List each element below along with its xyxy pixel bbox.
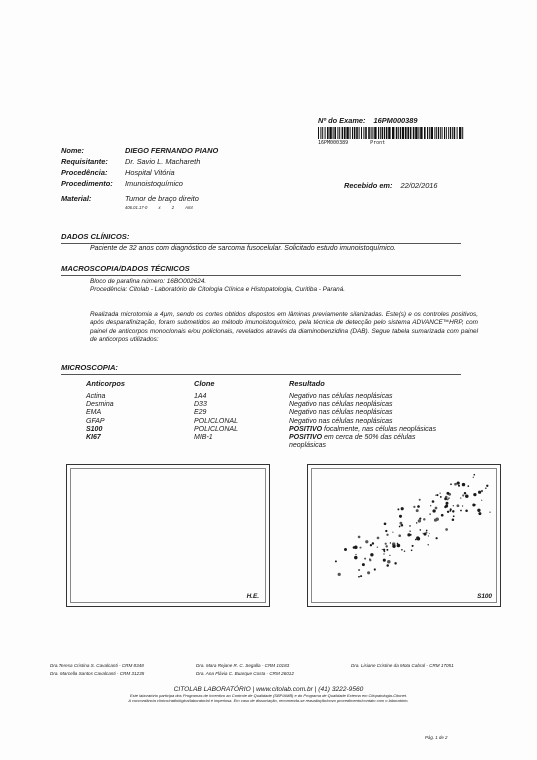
macro-origin: Procedência: Citolab - Laboratório de Citologia Clínica e Histopatologia, Curitiba - Paraná.	[90, 286, 346, 294]
antibody-clone: POLICLONAL	[194, 417, 238, 425]
antibody-name: EMA	[86, 409, 102, 417]
barcode-bar	[333, 127, 334, 139]
stain-dot	[399, 515, 402, 518]
stain-dot	[415, 539, 417, 541]
stain-dot	[386, 534, 388, 536]
barcode-bar	[327, 127, 329, 139]
stain-dot	[473, 477, 474, 478]
barcode-bar	[440, 127, 441, 139]
stain-dot	[377, 546, 378, 547]
stain-dot	[385, 543, 387, 545]
macro-heading: MACROSCOPIA/DADOS TÉCNICOS	[61, 264, 190, 273]
antibody-clone: D33	[194, 401, 207, 409]
stain-dot	[365, 540, 368, 543]
stain-dot	[489, 511, 490, 512]
stain-dot	[423, 533, 424, 534]
stain-dot	[481, 500, 482, 501]
barcode-bar	[420, 127, 422, 139]
stain-dot	[407, 533, 410, 536]
stain-dot	[486, 485, 488, 487]
doctor-name: Dra. Lisiane Cristine da Mota Cabral - CRM 17051	[351, 663, 454, 668]
barcode-bar	[452, 127, 453, 139]
table-header	[86, 379, 439, 388]
stain-dot	[481, 490, 483, 492]
stain-dot	[423, 533, 426, 536]
stain-dot	[485, 487, 487, 489]
received-date	[344, 181, 438, 190]
barcode-bar	[388, 127, 390, 139]
antibody-result: Negativo nas células neoplásicas	[289, 409, 393, 417]
barcode-bar	[427, 127, 428, 139]
stain-dot	[457, 504, 460, 507]
page-number: Pág. 1 de 2	[425, 735, 448, 740]
stain-dot	[370, 553, 373, 556]
antibody-clone: POLICLONAL	[194, 425, 238, 433]
barcode-bar	[354, 127, 356, 139]
s100-image	[311, 468, 497, 603]
barcode-bar	[322, 127, 323, 139]
stain-dot	[383, 549, 385, 551]
stain-dot	[448, 497, 450, 499]
header-antibody: Anticorpos	[86, 379, 126, 388]
result-detail: em cerca de 50% das células neoplásicas	[289, 434, 416, 450]
stain-dot	[344, 548, 347, 551]
stain-dot	[355, 554, 357, 556]
patient-row	[61, 167, 218, 178]
stain-dot	[460, 497, 461, 498]
stain-dot	[450, 483, 452, 485]
result-positive: POSITIVO	[289, 434, 323, 442]
barcode-bar	[442, 127, 443, 139]
barcode-bar	[325, 127, 326, 139]
barcode-bar	[386, 127, 388, 139]
stain-dot	[432, 509, 435, 512]
stain-dot	[464, 492, 466, 494]
stain-dot	[382, 549, 383, 550]
stain-dot	[387, 560, 391, 564]
stain-dot	[453, 505, 454, 506]
exam-header	[318, 116, 466, 146]
exam-number-value: 16PM000389	[373, 116, 418, 125]
patient-field-value: Tumor de braço direito	[125, 194, 199, 203]
stain-dot	[360, 575, 362, 577]
stain-dot	[338, 573, 341, 576]
barcode-bar	[448, 127, 449, 139]
barcode-bar	[459, 127, 461, 139]
barcode-bar	[431, 127, 433, 139]
barcode-bar	[436, 127, 437, 139]
stain-dot	[416, 522, 418, 524]
stain-dot	[384, 523, 387, 526]
micro-heading: MICROSCOPIA:	[61, 363, 118, 372]
table-row	[86, 426, 439, 434]
barcode-bar	[352, 127, 353, 139]
barcode-bar	[434, 127, 435, 139]
antibody-name: Actina	[86, 393, 106, 400]
stain-dot	[453, 515, 455, 517]
stain-dot	[412, 545, 414, 547]
barcode-bar	[384, 127, 385, 139]
table-row	[86, 434, 439, 450]
doctor-name: Dra.Teresa Cristina S. Cavalcanti - CRM 8348	[50, 663, 144, 668]
stain-dot	[460, 510, 462, 512]
barcode-bar	[462, 127, 463, 139]
barcode-bar	[337, 127, 338, 139]
material-qty: 2	[171, 205, 175, 210]
stain-dot	[435, 495, 436, 496]
stain-dot	[465, 509, 468, 512]
s100-image-frame	[307, 464, 501, 607]
barcode-bar	[410, 127, 412, 139]
stain-dot	[467, 485, 469, 487]
patient-row	[61, 156, 218, 167]
stain-dot	[364, 558, 366, 560]
barcode-bar	[371, 127, 372, 139]
he-image	[70, 468, 266, 603]
stain-dot	[401, 549, 403, 551]
barcode-bar	[405, 127, 407, 139]
stain-dot	[444, 498, 447, 501]
method-text: Realizada microtomia a 4µm, sendo os cortes obtidos dispostos em lâminas previamente silanizadas. Este(s) e os controles positivos, após desparafinização, foram submetidos ao método imunoistoquímico, pela técnica de detecção pelo sistema ADVANCE™HRP, com painel de anticorpos monoclonais e/ou policlonais, revelados através da diaminobenzidina (DAB). Segue tabela sumarizada com painel de anticorpos utilizados:	[90, 311, 478, 344]
stain-dot	[409, 530, 411, 532]
stain-dot	[389, 555, 390, 556]
antibody-result: Negativo nas células neoplásicas	[289, 393, 393, 400]
stain-dot	[416, 509, 419, 512]
stain-dot	[390, 542, 391, 543]
result-positive: POSITIVO	[289, 425, 323, 433]
antibody-clone: MIB-1	[194, 434, 213, 442]
stain-dot	[386, 549, 388, 551]
stain-dot	[418, 519, 421, 522]
stain-dot	[462, 483, 465, 486]
stain-dot	[428, 535, 429, 536]
patient-field-value: Hospital Vitória	[125, 168, 175, 177]
antibody-clone: E29	[194, 409, 207, 417]
stain-dot	[426, 530, 428, 532]
stain-dot	[374, 568, 376, 570]
barcode-bar	[359, 127, 360, 139]
barcode-tag: Pront	[370, 140, 386, 146]
antibody-clone: 1A4	[194, 393, 207, 400]
s100-label: S100	[477, 593, 492, 600]
received-value: 22/02/2016	[400, 181, 438, 190]
stain-dot	[354, 556, 357, 559]
stain-dot	[473, 474, 475, 476]
stain-dot	[430, 505, 431, 506]
barcode-bar	[398, 127, 399, 139]
macro-block-number: Bloco de parafina número: 16BO002624.	[90, 278, 207, 285]
barcode-bar	[342, 127, 344, 139]
patient-field-value: Imunoistoquímico	[125, 179, 183, 188]
stain-dot	[409, 525, 411, 527]
barcode-bar	[382, 127, 384, 139]
stain-dot	[369, 559, 371, 561]
stain-dot	[383, 559, 386, 562]
stain-dot	[446, 492, 449, 495]
table-body	[86, 393, 439, 450]
stain-dot	[367, 571, 370, 574]
stain-dot	[454, 483, 457, 486]
stain-dot	[428, 544, 429, 545]
doctor-row	[50, 670, 454, 678]
stain-dot	[417, 505, 420, 508]
barcode-bar	[374, 127, 376, 139]
barcode-bar	[346, 127, 348, 139]
stain-dot	[441, 514, 444, 517]
stain-dot	[385, 530, 387, 532]
stain-dot	[404, 550, 405, 551]
stain-dot	[399, 526, 401, 528]
header-result: Resultado	[289, 379, 325, 388]
table-row	[86, 393, 439, 401]
material-code: 406.01.17-0	[125, 205, 148, 210]
barcode-bar	[344, 127, 346, 139]
barcode-bar	[350, 127, 351, 139]
stain-dot	[462, 494, 464, 496]
barcode-bar	[318, 127, 319, 139]
stain-dot	[477, 509, 480, 512]
stain-dot	[445, 528, 448, 531]
patient-field-label: Nome:	[61, 146, 84, 155]
patient-field-label: Requisitante:	[61, 157, 108, 166]
footer-main: CITOLAB LABORATÓRIO | www.citolab.com.br | (41) 3222-9560	[173, 686, 364, 693]
barcode-bar	[365, 127, 367, 139]
stain-dot	[434, 519, 437, 522]
barcode-bar	[450, 127, 451, 139]
stain-dot	[458, 485, 459, 486]
stain-dot	[358, 576, 360, 578]
antibody-result: Negativo nas células neoplásicas	[289, 417, 393, 425]
clinical-heading: DADOS CLÍNICOS:	[61, 232, 130, 241]
clinical-text: Paciente de 32 anos com diagnóstico de sarcoma fusocelular. Solicitado estudo imunoistoquímico.	[90, 245, 396, 252]
stain-dot	[358, 569, 360, 571]
stain-dot	[397, 544, 401, 548]
barcode-bar	[378, 127, 379, 139]
antibody-name: S100	[86, 425, 103, 433]
material-x: x	[158, 205, 161, 210]
he-image-frame	[66, 464, 270, 607]
stain-dot	[473, 493, 476, 496]
stain-dot	[394, 562, 396, 564]
stain-dot	[358, 536, 361, 539]
barcode-bar	[418, 127, 419, 139]
stain-dot	[452, 510, 454, 512]
stain-dot	[452, 518, 455, 521]
stain-dot	[383, 553, 384, 554]
doctor-signatures	[50, 662, 454, 678]
stain-dot	[465, 494, 468, 497]
patient-field-label: Material:	[61, 194, 92, 203]
barcode-bar	[361, 127, 362, 139]
stain-dot	[462, 505, 463, 506]
barcode-bar	[457, 127, 458, 139]
antibody-result	[289, 434, 439, 450]
stain-dot	[417, 537, 421, 541]
barcode-image	[318, 127, 464, 139]
barcode-bar	[429, 127, 430, 139]
antibody-result	[289, 426, 439, 434]
stain-dot	[429, 533, 430, 534]
stain-dot	[353, 546, 356, 549]
doctor-row	[50, 662, 454, 670]
barcode-bar	[320, 127, 321, 139]
stain-dot	[432, 500, 435, 503]
micro-rule	[61, 374, 461, 375]
barcode-bar	[444, 127, 445, 139]
barcode-bar	[356, 127, 358, 139]
stain-dot	[423, 518, 425, 520]
barcode-bar	[372, 127, 373, 139]
barcode-bar	[400, 127, 401, 139]
patient-info	[61, 145, 218, 204]
barcode-bar	[396, 127, 398, 139]
barcode-bar	[407, 127, 409, 139]
barcode-bar	[380, 127, 381, 139]
antibody-table	[86, 379, 439, 450]
antibody-name: Desmina	[86, 401, 114, 409]
barcode-bar	[368, 127, 370, 139]
patient-row	[61, 193, 218, 204]
footer-quality-note: Este laboratório participa dos Programas de Incentivo ao Controle de Qualidade (SBP/AMB) e do Programa de Qualidade Externa em Citopatologia-Citonet.	[129, 693, 408, 698]
clinical-rule	[61, 243, 461, 244]
stain-dot	[413, 506, 415, 508]
table-row	[86, 409, 439, 417]
barcode-bar	[363, 127, 364, 139]
barcode-bar	[329, 127, 331, 139]
material-unit: Amt	[185, 205, 193, 210]
barcode-bar	[415, 127, 417, 139]
stain-dot	[419, 499, 421, 501]
antibody-name: KI67	[86, 434, 101, 442]
patient-field-label: Procedimento:	[61, 179, 113, 188]
result-detail: focalmente, nas células neoplásicas	[322, 425, 437, 433]
header-clone: Clone	[194, 379, 215, 388]
barcode-caption	[318, 140, 466, 146]
barcode-bar	[446, 127, 447, 139]
stain-dot	[440, 496, 442, 498]
stain-dot	[457, 482, 460, 485]
doctor-name: Dra. Mara Rejane R. C. Segalla - CRM 10183	[196, 663, 290, 668]
barcode-bar	[413, 127, 415, 139]
stain-dot	[436, 494, 438, 496]
s100-stain-dots	[312, 469, 496, 602]
stain-dot	[392, 545, 395, 548]
barcode-bar	[402, 127, 404, 139]
stain-dot	[392, 532, 393, 533]
stain-dot	[478, 491, 481, 494]
stain-dot	[478, 512, 481, 515]
patient-row	[61, 145, 218, 156]
macro-rule	[61, 275, 461, 276]
table-row	[86, 401, 439, 409]
stain-dot	[386, 564, 389, 567]
stain-dot	[472, 504, 475, 507]
footer-concordance-note: A concordância clínico/radiológica/laboratorial é imperiosa. Em caso de dissociação, recomenda-se reavaliação/novo procedimento/contato com o laboratório.	[128, 698, 409, 703]
stain-dot	[370, 544, 372, 546]
doctor-name: Dra. Ana Flávia C. Buarque Costa - CRM 26012	[196, 671, 294, 676]
barcode-text: 16PM000389	[318, 140, 349, 146]
stain-dot	[398, 534, 401, 537]
stain-dot	[377, 537, 380, 540]
stain-dot	[397, 508, 399, 510]
stain-dot	[372, 542, 374, 544]
stain-dot	[399, 522, 402, 525]
barcode-bar	[392, 127, 394, 139]
antibody-result: Negativo nas células neoplásicas	[289, 401, 393, 409]
stain-dot	[450, 508, 452, 510]
stain-dot	[429, 513, 430, 514]
barcode-bar	[339, 127, 340, 139]
stain-dot	[362, 563, 365, 566]
stain-dot	[436, 537, 438, 539]
received-label: Recebido em:	[344, 181, 393, 190]
material-code-line	[125, 205, 203, 210]
stain-dot	[439, 493, 440, 494]
stain-dot	[359, 547, 361, 549]
antibody-name: GFAP	[86, 417, 105, 425]
table-row	[86, 418, 439, 426]
stain-dot	[444, 506, 447, 509]
barcode-bar	[424, 127, 426, 139]
barcode-bar	[454, 127, 456, 139]
he-label: H.E.	[246, 593, 259, 600]
patient-field-label: Procedência:	[61, 168, 108, 177]
footer	[0, 686, 537, 703]
macro-details	[90, 278, 490, 295]
patient-field-value: DIEGO FERNANDO PIANO	[125, 146, 219, 155]
doctor-name: Dra. Marcella Santos Cavalcanti - CRM 31235	[50, 671, 145, 676]
stain-dot	[446, 502, 449, 505]
patient-row	[61, 178, 218, 189]
barcode-bar	[438, 127, 439, 139]
stain-dot	[385, 545, 387, 547]
stain-dot	[420, 529, 422, 531]
stain-dot	[401, 507, 404, 510]
patient-field-value: Dr. Savio L. Machareth	[125, 157, 201, 166]
stain-dot	[435, 507, 438, 510]
barcode-bar	[334, 127, 336, 139]
stain-dot	[411, 549, 413, 551]
exam-number-line	[318, 116, 466, 125]
stain-dot	[447, 511, 449, 513]
stain-dot	[335, 560, 337, 562]
exam-number-label: Nº do Exame:	[318, 116, 366, 125]
